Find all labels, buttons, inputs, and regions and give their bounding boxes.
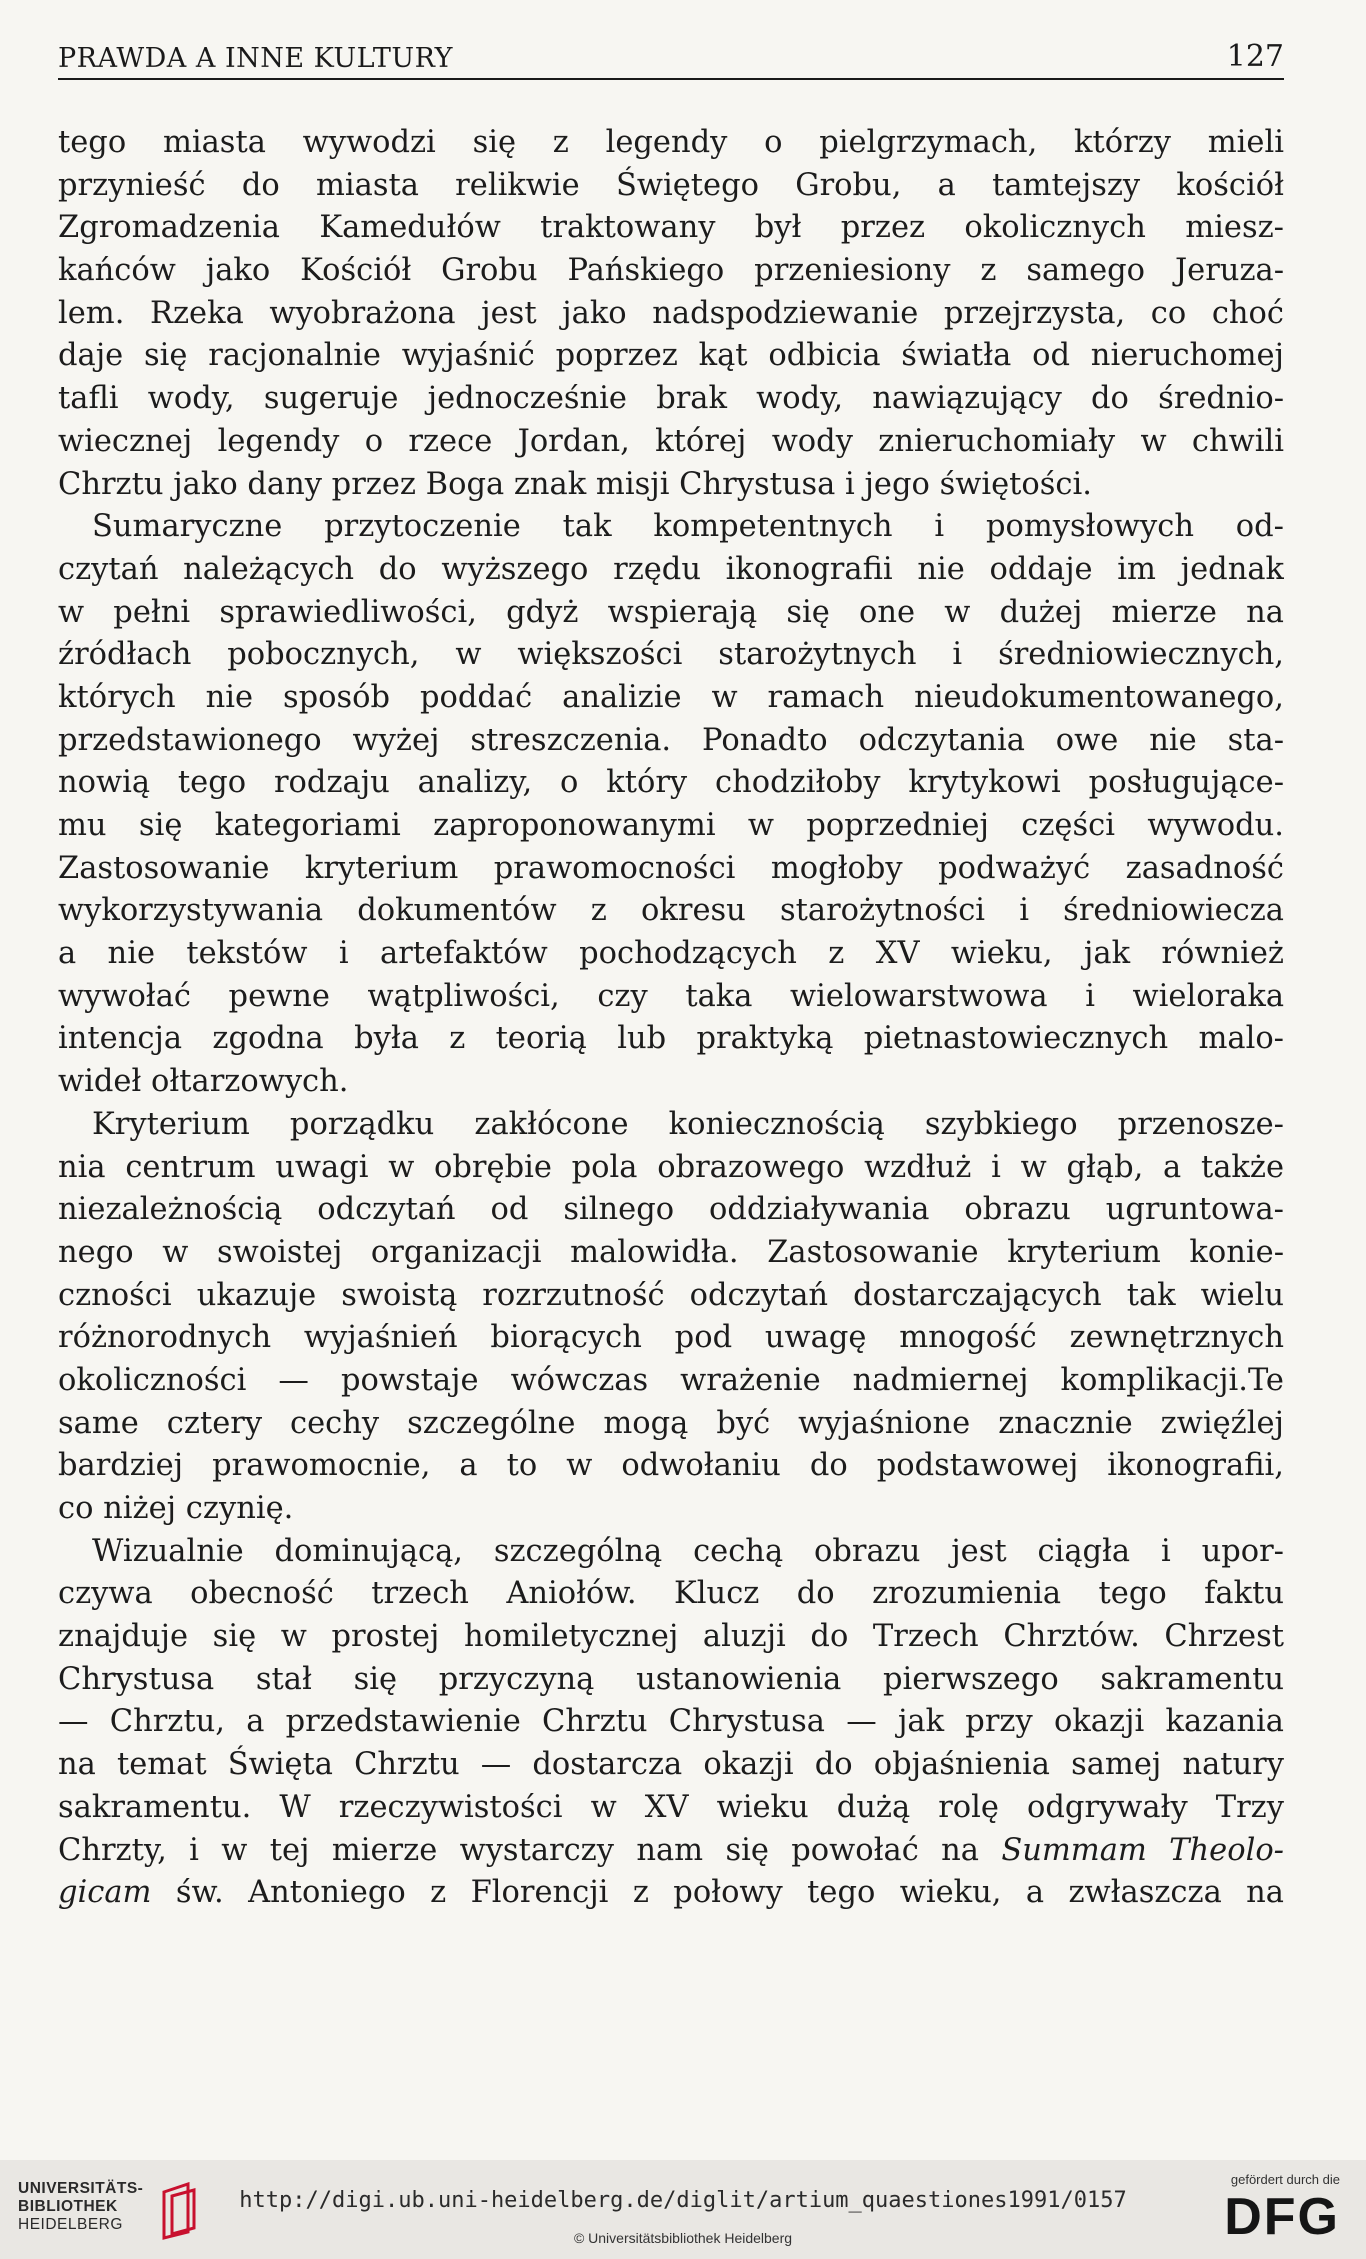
text-line [58, 1787, 1284, 1830]
line-text: nia centrum uwagi w obrębie pola obrazowego wzdłuż i w głąb, a także [58, 1149, 1284, 1185]
text-line [58, 1189, 1284, 1232]
line-text: Kryterium porządku zakłócone koniecznością szybkiego przenosze- [92, 1106, 1284, 1142]
dfg-wordmark: DFG [1224, 2188, 1340, 2246]
line-text: Sumaryczne przytoczenie tak kompetentnych i pomysłowych od- [92, 509, 1284, 545]
text-line [58, 1616, 1284, 1659]
line-text: wywołać pewne wątpliwości, czy taka wielowarstwowa i wieloraka [58, 978, 1284, 1014]
line-text: na temat Święta Chrztu — dostarcza okazji do objaśnienia samej natury [58, 1747, 1284, 1783]
text-line [58, 976, 1284, 1019]
line-text: czywa obecność trzech Aniołów. Klucz do zrozumienia tego faktu [58, 1576, 1284, 1612]
line-text: w pełni sprawiedliwości, gdyż wspierają się one w dużej mierze na [58, 594, 1284, 630]
text-line [58, 293, 1284, 336]
line-text: sakramentu. W rzeczywistości w XV wieku dużą rolę odgrywały Trzy [58, 1789, 1284, 1825]
text-line [58, 378, 1284, 421]
line-text: przedstawionego wyżej streszczenia. Ponadto odczytania owe nie sta- [58, 722, 1284, 758]
text-line [58, 165, 1284, 208]
library-name-line-1: UNIVERSITÄTS- [18, 2180, 144, 2197]
page-number: 127 [1226, 39, 1284, 74]
text-line [58, 1061, 1284, 1104]
text-line [58, 1360, 1284, 1403]
text-line [58, 720, 1284, 763]
text-line [58, 1445, 1284, 1488]
line-text: Wizualnie dominującą, szczególną cechą obrazu jest ciągła i upor- [92, 1533, 1284, 1569]
line-text: różnorodnych wyjaśnień biorących pod uwagę mnogość zewnętrznych [58, 1320, 1284, 1356]
line-text: nego w swoistej organizacji malowidła. Zastosowanie kryterium konie- [58, 1234, 1284, 1270]
text-line [58, 335, 1284, 378]
italic-title: gicam [58, 1875, 152, 1911]
text-line [58, 1317, 1284, 1360]
text-line [58, 805, 1284, 848]
text-line [58, 1573, 1284, 1616]
line-text: czytań należących do wyższego rzędu ikonografii nie oddaje im jednak [58, 551, 1284, 587]
line-text: bardziej prawomocnie, a to w odwołaniu do podstawowej ikonografii, [58, 1448, 1284, 1484]
line-text: źródłach pobocznych, w większości starożytnych i średniowiecznych, [58, 637, 1284, 673]
copyright-notice: © Universitätsbibliothek Heidelberg [573, 2230, 793, 2246]
text-line [58, 506, 1284, 549]
text-line [58, 1018, 1284, 1061]
dfg-logo[interactable] [1190, 2172, 1340, 2252]
text-line [58, 592, 1284, 635]
line-text: tego miasta wywodzi się z legendy o pielgrzymach, którzy mieli [58, 125, 1284, 160]
text-line [58, 207, 1284, 250]
text-line [58, 464, 1284, 507]
running-head: PRAWDA A INNE KULTURY [58, 43, 453, 74]
line-text: Zgromadzenia Kamedułów traktowany był przez okolicznych miesz- [58, 210, 1284, 246]
line-text: wykorzystywania dokumentów z okresu starożytności i średniowiecza [58, 893, 1284, 929]
line-text: a nie tekstów i artefaktów pochodzących z XV wieku, jak również [58, 936, 1284, 972]
text-line [58, 1744, 1284, 1787]
line-text: okoliczności — powstaje wówczas wrażenie nadmiernej komplikacji.Te [58, 1362, 1284, 1398]
line-text: Chrztu jako dany przez Boga znak misji Chrystusa i jego świętości. [58, 466, 1092, 502]
text-line [58, 1872, 1284, 1915]
body-text [58, 122, 1284, 1915]
text-line [58, 1147, 1284, 1190]
text-line [58, 1488, 1284, 1531]
line-text: kańców jako Kościół Grobu Pańskiego przeniesiony z samego Jeruza- [58, 253, 1284, 289]
text-line [58, 890, 1284, 933]
line-text: Zastosowanie kryterium prawomocności mogłoby podważyć zasadność [58, 850, 1284, 886]
text-line [58, 677, 1284, 720]
line-text: św. Antoniego z Florencji z połowy tego wieku, a zwłaszcza na [151, 1875, 1284, 1911]
text-line [58, 1403, 1284, 1446]
funded-by-label: gefördert durch die [1230, 2172, 1340, 2187]
line-text: daje się racjonalnie wyjaśnić poprzez kąt odbicia światła od nieruchomej [58, 338, 1284, 374]
text-line [58, 634, 1284, 677]
text-line [58, 122, 1284, 165]
line-text: wideł ołtarzowych. [58, 1064, 349, 1100]
line-text: tafli wody, sugeruje jednocześnie brak wody, nawiązujący do średnio- [58, 381, 1284, 417]
text-line [58, 421, 1284, 464]
library-name-line-2: BIBLIOTHEK [18, 2198, 118, 2215]
text-line [58, 1275, 1284, 1318]
text-line [58, 1701, 1284, 1744]
line-text: mu się kategoriami zaproponowanymi w poprzedniej części wywodu. [58, 808, 1284, 843]
source-url[interactable]: http://digi.ub.uni-heidelberg.de/diglit/artium_quaestiones1991/0157 [239, 2188, 1127, 2213]
text-line [58, 933, 1284, 976]
line-text: Chrystusa stał się przyczyną ustanowienia pierwszego sakramentu [58, 1661, 1284, 1697]
line-text: czności ukazuje swoistą rozrzutność odczytań dostarczających tak wielu [58, 1277, 1284, 1313]
line-text: nowią tego rodzaju analizy, o który chodziłoby krytykowi posługujące- [58, 765, 1284, 801]
line-text: intencja zgodna była z teorią lub praktyką pietnastowiecznych malo- [58, 1021, 1284, 1057]
line-text: znajduje się w prostej homiletycznej aluzji do Trzech Chrztów. Chrzest [58, 1619, 1284, 1655]
text-line [58, 1104, 1284, 1147]
text-line [58, 1232, 1284, 1275]
text-line [58, 1830, 1284, 1873]
line-text: przynieść do miasta relikwie Świętego Grobu, a tamtejszy kościół [58, 167, 1284, 203]
text-line [58, 250, 1284, 293]
line-text: niezależnością odczytań od silnego oddziaływania obrazu ugruntowa- [58, 1192, 1284, 1228]
italic-title: Summam Theolo- [1001, 1832, 1284, 1868]
line-text: — Chrztu, a przedstawienie Chrztu Chrystusa — jak przy okazji kazania [58, 1704, 1284, 1740]
line-text: Chrzty, i w tej mierze wystarczy nam się powołać na [58, 1832, 979, 1868]
text-line [58, 848, 1284, 891]
line-text: wiecznej legendy o rzece Jordan, której wody znieruchomiały w chwili [58, 423, 1284, 459]
text-line [58, 1659, 1284, 1702]
text-line [58, 762, 1284, 805]
text-line [58, 1531, 1284, 1574]
line-text: same cztery cechy szczególne mogą być wyjaśnione znacznie zwięźlej [58, 1405, 1284, 1441]
line-text: co niżej czynię. [58, 1491, 294, 1526]
line-text: lem. Rzeka wyobrażona jest jako nadspodziewanie przejrzysta, co choć [58, 295, 1284, 331]
line-text: których nie sposób poddać analizie w ramach nieudokumentowanego, [58, 679, 1284, 715]
text-line [58, 549, 1284, 592]
page-header [58, 38, 1284, 80]
library-name-line-3: HEIDELBERG [18, 2216, 123, 2233]
viewer-footer [0, 2160, 1366, 2259]
